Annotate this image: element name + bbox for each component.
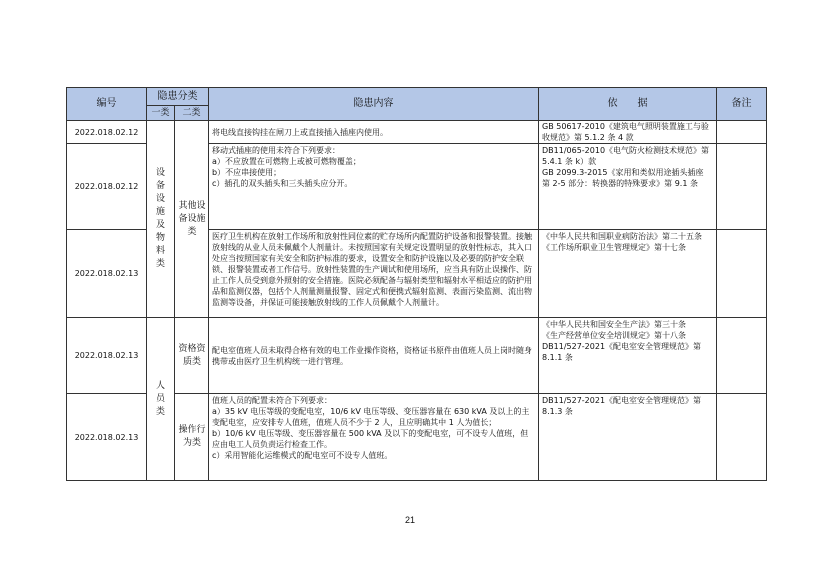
basis-cell [539, 318, 717, 394]
row-code: 2022.018.02.13 [67, 394, 147, 481]
basis-line: 《生产经营单位安全培训规定》第十八条 [542, 331, 686, 340]
page-number: 21 [404, 515, 415, 525]
content-line: 移动式插座的使用未符合下列要求： [212, 146, 340, 155]
level1-label: 人员类 [155, 380, 165, 417]
basis-cell [539, 121, 717, 144]
basis-line: DB11/527-2021《配电室安全管理规范》第 8.1.1 条 [542, 342, 702, 362]
header-code: 编号 [67, 88, 147, 121]
table-row [67, 318, 767, 394]
content-cell [209, 144, 539, 230]
row-code: 2022.018.02.13 [67, 318, 147, 394]
content-line: c）插孔的双头插头和三头插头应分开。 [212, 179, 353, 188]
header-level2: 二类 [175, 106, 209, 121]
level1-cell [147, 121, 175, 318]
basis-line: 《工作场所职业卫生管理规定》第十七条 [542, 243, 686, 252]
content-line: 将电线直接钩挂在闸刀上或直接插入插座内使用。 [212, 127, 388, 137]
content-line: 医疗卫生机构在放射工作场所和放射性同位素的贮存场所内配置防护设备和报警装置。接触放射线的从业人员未佩戴个人剂量计。未按照国家有关规定设置明显的放射性标志，其入口处应当按照国家有关安全和防护标准的要求，设置安全和防护设施以及必要的防护安全联锁、报警装置或者工作信号。放射性装置的生产调试和使用场所，应当具有防止误操作、防止工作人员受到意外照射的安全措施。医院必须配备与辐射类型和辐射水平相适应的防护用品和监测仪器，包括个人剂量测量报警、固定式和便携式辐射监测、表面污染监测、流出物监测等设备，并保证可能接触放射线的工作人员佩戴个人剂量计。 [212, 232, 532, 307]
content-cell [209, 318, 539, 394]
basis-cell [539, 230, 717, 318]
header-remark: 备注 [717, 88, 767, 121]
level1-cell [147, 318, 175, 481]
content-cell [209, 121, 539, 144]
header-category: 隐患分类 [147, 88, 209, 106]
remark-cell [717, 318, 767, 394]
content-line: 值班人员的配置未符合下列要求： [212, 396, 332, 405]
content-line: c）采用智能化运维模式的配电室可不设专人值班。 [212, 451, 393, 460]
header-content: 隐患内容 [209, 88, 539, 121]
level2-cell [175, 318, 209, 394]
basis-line: DB11/065-2010《电气防火检测技术规范》第 5.4.1 条 k）款 [542, 146, 710, 166]
header-row [67, 88, 767, 106]
remark-cell [717, 230, 767, 318]
content-line: a）35 kV 电压等级的变配电室，10/6 kV 电压等级、变压器容量在 630 kVA 及以上的主变配电室，应安排专人值班，值班人员不少于 2 人，且应明确其中 1 人为值长； [212, 407, 530, 427]
basis-cell [539, 144, 717, 230]
level2-cell [175, 394, 209, 481]
table-row [67, 121, 767, 144]
content-cell [209, 230, 539, 318]
content-line: 配电室值班人员未取得合格有效的电工作业操作资格，资格证书原件由值班人员上岗时随身携带或由医疗卫生机构统一进行管理。 [212, 345, 532, 366]
level2-label: 其他设备设施类 [178, 200, 206, 237]
basis-line: GB 50617-2010《建筑电气照明装置施工与验收规范》第 5.1.2 条 4 款 [542, 122, 709, 142]
content-line: b）10/6 kV 电压等级、变压器容量在 500 kVA 及以下的变配电室，可不设专人值班，但应由电工人员负责运行检查工作。 [212, 429, 529, 449]
row-code: 2022.018.02.12 [67, 144, 147, 230]
remark-cell [717, 144, 767, 230]
header-basis: 依 据 [539, 88, 717, 121]
level2-label: 资格资质类 [178, 343, 206, 367]
content-cell [209, 394, 539, 481]
hazard-table [66, 87, 767, 481]
basis-line: DB11/527-2021《配电室安全管理规范》第 8.1.3 条 [542, 396, 702, 416]
remark-cell [717, 121, 767, 144]
level2-label: 操作行为类 [178, 425, 206, 448]
basis-line: GB 2099.3-2015《家用和类似用途插头插座 第 2-5 部分：转换器的特殊要求》第 9.1 条 [542, 168, 704, 188]
content-line: b）不应串接使用； [212, 168, 282, 177]
basis-line: 《中华人民共和国安全生产法》第三十条 [542, 320, 686, 329]
basis-cell [539, 394, 717, 481]
remark-cell [717, 394, 767, 481]
header-level1: 一类 [147, 106, 175, 121]
row-code: 2022.018.02.12 [67, 121, 147, 144]
basis-line: 《中华人民共和国职业病防治法》第二十五条 [542, 232, 702, 241]
content-line: a）不应放置在可燃物上或被可燃物覆盖； [212, 157, 361, 166]
level2-cell [175, 121, 209, 318]
row-code: 2022.018.02.13 [67, 230, 147, 318]
level1-label: 设备设施及物料类 [155, 168, 165, 269]
